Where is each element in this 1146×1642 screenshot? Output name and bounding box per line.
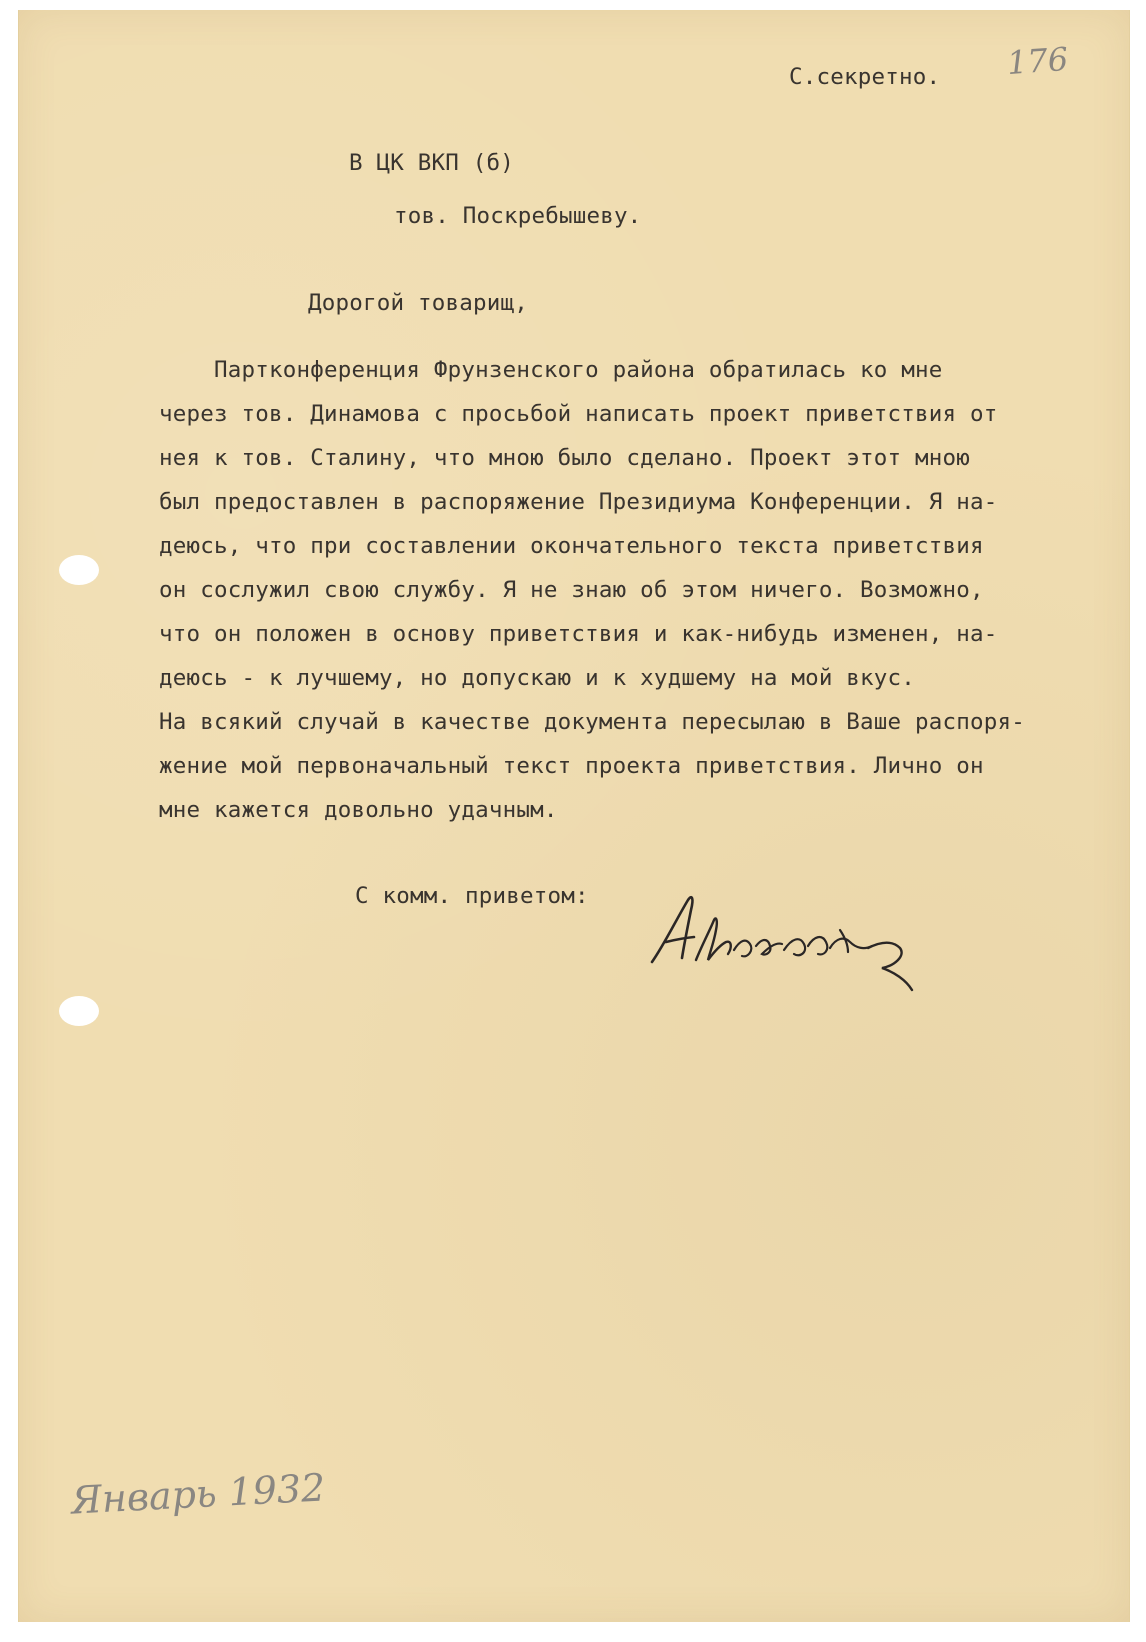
punch-hole (59, 555, 99, 585)
classification-mark: С.секретно. (789, 64, 941, 90)
addressee-line-1: В ЦК ВКП (б) (349, 150, 514, 176)
date-note: Январь 1932 (70, 1465, 327, 1523)
body-line: Партконференция Фрунзенского района обратилась ко мне (159, 357, 943, 383)
handwritten-signature (644, 890, 934, 1000)
body-line: был предоставлен в распоряжение Президиума Конференции. Я на- (159, 489, 998, 515)
body-line: На всякий случай в качестве документа пересылаю в Ваше распоря- (159, 709, 1026, 735)
body-line: через тов. Динамова с просьбой написать проект приветствия от (159, 401, 998, 427)
body-line: мне кажется довольно удачным. (159, 797, 558, 823)
punch-hole (59, 996, 99, 1026)
closing: С комм. приветом: (355, 883, 589, 909)
body-line: деюсь - к лучшему, но допускаю и к худшему на мой вкус. (159, 665, 916, 691)
addressee-line-2: тов. Поскребышеву. (394, 203, 642, 229)
body-line: нея к тов. Сталину, что мною было сделано. Проект этот мною (159, 445, 971, 471)
body-line: жение мой первоначальный текст проекта приветствия. Лично он (159, 753, 984, 779)
salutation: Дорогой товарищ, (308, 290, 528, 316)
document-sheet (18, 10, 1130, 1622)
page-number: 176 (1005, 39, 1070, 83)
body-line: он сослужил свою службу. Я не знаю об этом ничего. Возможно, (159, 577, 984, 603)
body-line: деюсь, что при составлении окончательного текста приветствия (159, 533, 984, 559)
body-line: что он положен в основу приветствия и как-нибудь изменен, на- (159, 621, 998, 647)
